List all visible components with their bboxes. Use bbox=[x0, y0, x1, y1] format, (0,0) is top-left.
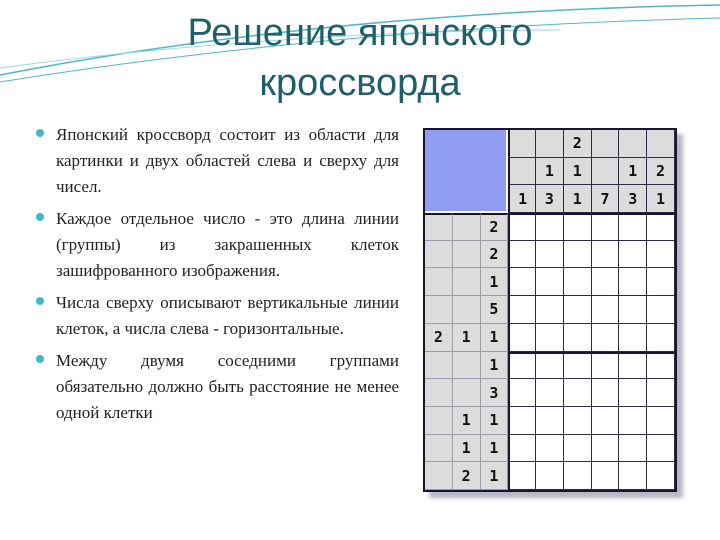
corner-cell bbox=[425, 130, 453, 158]
bullet-dot-icon bbox=[36, 129, 44, 137]
row-clue-cell bbox=[425, 407, 453, 435]
corner-cell bbox=[481, 158, 509, 186]
grid-cell[interactable] bbox=[508, 379, 536, 407]
grid-cell[interactable] bbox=[647, 324, 675, 352]
grid-cell[interactable] bbox=[647, 241, 675, 269]
row-clue-cell: 1 bbox=[481, 268, 509, 296]
row-clue-cell: 2 bbox=[481, 241, 509, 269]
grid-cell[interactable] bbox=[564, 462, 592, 490]
column-clue-cell: 1 bbox=[536, 158, 564, 186]
grid-cell[interactable] bbox=[619, 324, 647, 352]
row-clue-cell: 2 bbox=[481, 213, 509, 241]
grid-cell[interactable] bbox=[564, 435, 592, 463]
grid-cell[interactable] bbox=[619, 462, 647, 490]
grid-cell[interactable] bbox=[564, 268, 592, 296]
nonogram-puzzle bbox=[423, 128, 677, 492]
column-clue-cell bbox=[647, 130, 675, 158]
grid-cell[interactable] bbox=[619, 435, 647, 463]
bullet-list bbox=[34, 122, 399, 432]
column-clue-cell: 3 bbox=[619, 185, 647, 213]
column-clue-cell: 3 bbox=[536, 185, 564, 213]
title-line-2: кроссворда bbox=[259, 62, 461, 104]
row-clue-cell: 1 bbox=[453, 435, 481, 463]
grid-cell[interactable] bbox=[592, 241, 620, 269]
column-clue-cell bbox=[536, 130, 564, 158]
row-clue-cell bbox=[425, 241, 453, 269]
column-clue-cell bbox=[508, 130, 536, 158]
grid-cell[interactable] bbox=[508, 268, 536, 296]
grid-cell[interactable] bbox=[564, 213, 592, 241]
row-clue-cell: 1 bbox=[481, 462, 509, 490]
row-clue-cell bbox=[425, 379, 453, 407]
grid-cell[interactable] bbox=[647, 296, 675, 324]
bullet-dot-icon bbox=[36, 355, 44, 363]
grid-cell[interactable] bbox=[592, 268, 620, 296]
row-clue-cell bbox=[453, 379, 481, 407]
column-clue-cell bbox=[592, 130, 620, 158]
grid-cell[interactable] bbox=[508, 213, 536, 241]
column-clue-cell: 1 bbox=[647, 185, 675, 213]
grid-cell[interactable] bbox=[564, 241, 592, 269]
grid-cell[interactable] bbox=[536, 407, 564, 435]
column-clue-cell: 7 bbox=[592, 185, 620, 213]
row-clue-cell bbox=[425, 352, 453, 380]
corner-cell bbox=[453, 185, 481, 213]
column-clue-cell bbox=[619, 130, 647, 158]
row-clue-cell bbox=[425, 268, 453, 296]
corner-cell bbox=[425, 158, 453, 186]
title-line-1: Решение японского bbox=[187, 12, 533, 54]
corner-cell bbox=[453, 158, 481, 186]
row-clue-cell: 1 bbox=[481, 352, 509, 380]
grid-cell[interactable] bbox=[619, 213, 647, 241]
grid-cell[interactable] bbox=[647, 352, 675, 380]
column-clue-cell: 2 bbox=[564, 130, 592, 158]
row-clue-cell bbox=[453, 268, 481, 296]
grid-cell[interactable] bbox=[536, 213, 564, 241]
grid-cell[interactable] bbox=[619, 296, 647, 324]
bullet-item bbox=[34, 290, 399, 342]
grid-cell[interactable] bbox=[619, 379, 647, 407]
row-clue-cell bbox=[453, 213, 481, 241]
grid-cell[interactable] bbox=[619, 407, 647, 435]
column-clue-cell: 2 bbox=[647, 158, 675, 186]
bullet-item bbox=[34, 122, 399, 200]
row-clue-cell: 3 bbox=[481, 379, 509, 407]
column-clue-cell: 1 bbox=[564, 185, 592, 213]
bullet-item bbox=[34, 206, 399, 284]
grid-cell[interactable] bbox=[592, 435, 620, 463]
grid-cell[interactable] bbox=[508, 352, 536, 380]
grid-cell[interactable] bbox=[508, 324, 536, 352]
corner-cell bbox=[453, 130, 481, 158]
grid-cell[interactable] bbox=[536, 352, 564, 380]
grid-cell[interactable] bbox=[536, 268, 564, 296]
grid-cell[interactable] bbox=[592, 407, 620, 435]
grid-cell[interactable] bbox=[536, 462, 564, 490]
column-clue-cell bbox=[508, 158, 536, 186]
column-clue-cell: 1 bbox=[619, 158, 647, 186]
grid-cell[interactable] bbox=[619, 352, 647, 380]
grid-cell[interactable] bbox=[536, 241, 564, 269]
grid-cell[interactable] bbox=[647, 435, 675, 463]
row-clue-cell: 1 bbox=[481, 407, 509, 435]
row-clue-cell: 1 bbox=[481, 435, 509, 463]
bullet-text: Числа сверху описывают вертикальные линии клеток, а числа слева - горизонтальные. bbox=[56, 293, 399, 338]
grid-cell[interactable] bbox=[592, 324, 620, 352]
grid-cell[interactable] bbox=[564, 379, 592, 407]
grid-cell[interactable] bbox=[508, 241, 536, 269]
grid-cell[interactable] bbox=[536, 324, 564, 352]
row-clue-cell bbox=[425, 296, 453, 324]
grid-cell[interactable] bbox=[564, 352, 592, 380]
grid-cell[interactable] bbox=[592, 352, 620, 380]
grid-cell[interactable] bbox=[536, 435, 564, 463]
grid-cell[interactable] bbox=[619, 241, 647, 269]
grid-cell[interactable] bbox=[592, 213, 620, 241]
grid-cell[interactable] bbox=[592, 462, 620, 490]
grid-cell[interactable] bbox=[619, 268, 647, 296]
grid-cell[interactable] bbox=[647, 213, 675, 241]
grid-cell[interactable] bbox=[508, 435, 536, 463]
bullet-text: Между двумя соседними группами обязательно должно быть расстояние не менее одной клетки bbox=[56, 351, 399, 422]
bullet-text: Каждое отдельное число - это длина линии (группы) из закрашенных клеток зашифрованного изображения. bbox=[56, 209, 399, 280]
bullet-text: Японский кроссворд состоит из области для картинки и двух областей слева и сверху для чисел. bbox=[56, 125, 399, 196]
grid-cell[interactable] bbox=[564, 324, 592, 352]
grid-cell[interactable] bbox=[564, 407, 592, 435]
row-clue-cell: 2 bbox=[453, 462, 481, 490]
grid-cell[interactable] bbox=[647, 268, 675, 296]
corner-cell bbox=[481, 130, 509, 158]
row-clue-cell bbox=[425, 213, 453, 241]
row-clue-cell: 5 bbox=[481, 296, 509, 324]
grid-cell[interactable] bbox=[536, 296, 564, 324]
corner-cell bbox=[481, 185, 509, 213]
row-clue-cell bbox=[425, 462, 453, 490]
grid-cell[interactable] bbox=[647, 407, 675, 435]
row-clue-cell: 1 bbox=[453, 407, 481, 435]
column-clue-cell: 1 bbox=[564, 158, 592, 186]
row-clue-cell bbox=[453, 296, 481, 324]
grid-cell[interactable] bbox=[508, 296, 536, 324]
column-clue-cell: 1 bbox=[508, 185, 536, 213]
grid-cell[interactable] bbox=[536, 379, 564, 407]
grid-cell[interactable] bbox=[592, 379, 620, 407]
column-clue-cell bbox=[592, 158, 620, 186]
row-clue-cell bbox=[453, 241, 481, 269]
corner-cell bbox=[425, 185, 453, 213]
row-clue-cell bbox=[425, 435, 453, 463]
slide-title bbox=[0, 8, 720, 108]
row-clue-cell: 1 bbox=[481, 324, 509, 352]
row-clue-cell bbox=[453, 352, 481, 380]
row-clue-cell: 1 bbox=[453, 324, 481, 352]
bullet-dot-icon bbox=[36, 213, 44, 221]
grid-cell[interactable] bbox=[564, 296, 592, 324]
grid-cell[interactable] bbox=[647, 462, 675, 490]
nonogram-grid bbox=[425, 130, 675, 490]
row-clue-cell: 2 bbox=[425, 324, 453, 352]
grid-cell[interactable] bbox=[647, 379, 675, 407]
grid-cell[interactable] bbox=[508, 407, 536, 435]
bullet-dot-icon bbox=[36, 297, 44, 305]
bullet-item bbox=[34, 348, 399, 426]
grid-cell[interactable] bbox=[508, 462, 536, 490]
grid-cell[interactable] bbox=[592, 296, 620, 324]
